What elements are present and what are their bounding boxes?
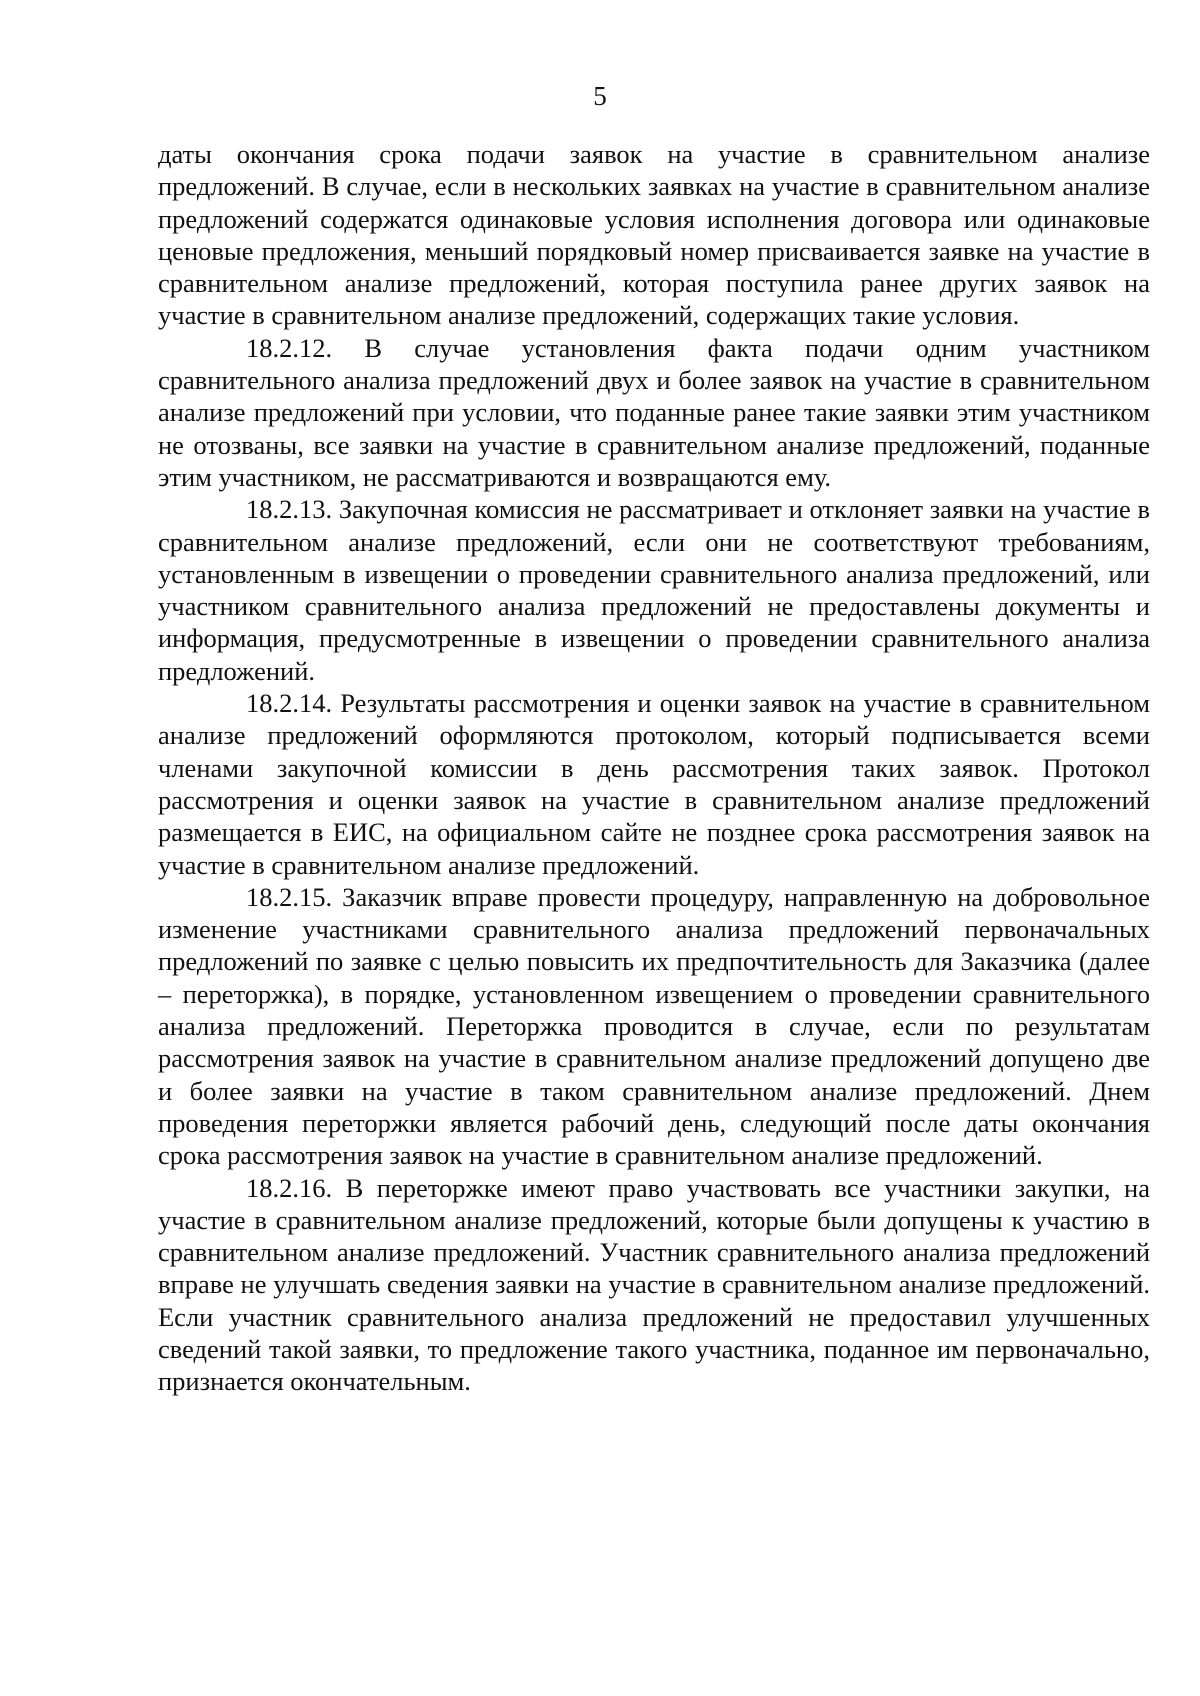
paragraph-18-2-14: 18.2.14. Результаты рассмотрения и оценки заявок на участие в сравнительном анализе предложений оформляются протоколом, который подписывается всеми членами закупочной комиссии в день рассмотрения таких заявок. Протокол рассмотрения и оценки заявок на участие в сравнительном анализе предложений размещается в ЕИС, на официальном сайте не позднее срока рассмотрения заявок на участие в сравнительном анализе предложений. — [158, 688, 1150, 880]
paragraph-continuation: даты окончания срока подачи заявок на участие в сравнительном анализе предложений. В случае, если в нескольких заявках на участие в сравнительном анализе предложений содержатся одинаковые условия исполнения договора или одинаковые ценовые предложения, меньший порядковый номер присваивается заявке на участие в сравнительном анализе предложений, которая поступила ранее других заявок на участие в сравнительном анализе предложений, содержащих такие условия. — [158, 139, 1150, 331]
document-body — [158, 138, 1150, 1398]
paragraph-18-2-12: 18.2.12. В случае установления факта подачи одним участником сравнительного анализа предложений двух и более заявок на участие в сравнительном анализе предложений при условии, что поданные ранее такие заявки этим участником не отозваны, все заявки на участие в сравнительном анализе предложений, поданные этим участником, не рассматриваются и возвращаются ему. — [158, 332, 1150, 492]
paragraph-18-2-13: 18.2.13. Закупочная комиссия не рассматривает и отклоняет заявки на участие в сравнительном анализе предложений, если они не соответствуют требованиям, установленным в извещении о проведении сравнительного анализа предложений, или участником сравнительного анализа предложений не предоставлены документы и информация, предусмотренные в извещении о проведении сравнительного анализа предложений. — [158, 494, 1150, 686]
paragraph-18-2-15: 18.2.15. Заказчик вправе провести процедуру, направленную на добровольное изменение участниками сравнительного анализа предложений первоначальных предложений по заявке с целью повысить их предпочтительность для Заказчика (далее – переторжка), в порядке, установленном извещением о проведении сравнительного анализа предложений. Переторжка проводится в случае, если по результатам рассмотрения заявок на участие в сравнительном анализе предложений допущено две и более заявки на участие в таком сравнительном анализе предложений. Днем проведения переторжки является рабочий день, следующий после даты окончания срока рассмотрения заявок на участие в сравнительном анализе предложений. — [158, 881, 1150, 1171]
page-number: 5 — [593, 81, 607, 111]
paragraph-18-2-16: 18.2.16. В переторжке имеют право участвовать все участники закупки, на участие в сравнительном анализе предложений, которые были допущены к участию в сравнительном анализе предложений. Участник сравнительного анализа предложений вправе не улучшать сведения заявки на участие в сравнительном анализе предложений. Если участник сравнительного анализа предложений не предоставил улучшенных сведений такой заявки, то предложение такого участника, поданное им первоначально, признается окончательным. — [158, 1172, 1150, 1397]
